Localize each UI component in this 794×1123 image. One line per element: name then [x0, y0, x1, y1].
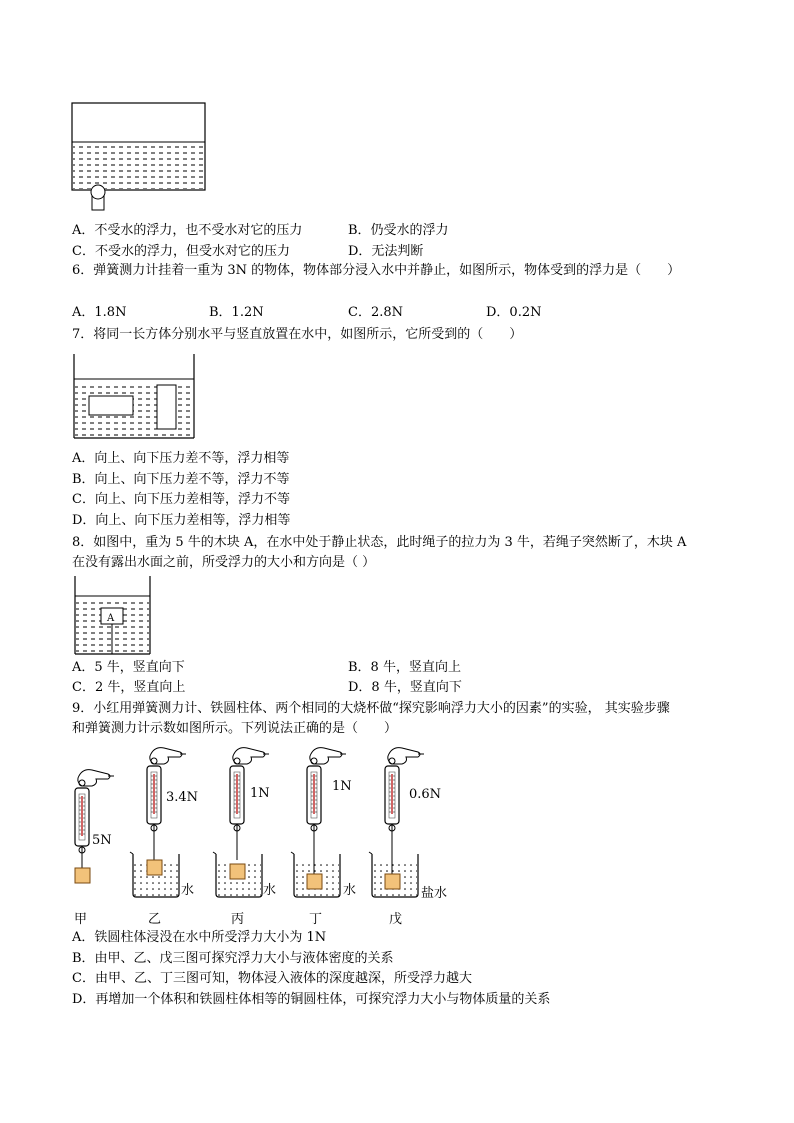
q8-stem-line2: 在没有露出水面之前，所受浮力的大小和方向是（ ） — [72, 555, 376, 570]
q5-option-c: C．不受水的浮力，但受水对它的压力 — [72, 244, 290, 259]
cylinder-ding — [307, 874, 322, 889]
q8-option-d: D．8 牛，竖直向下 — [348, 680, 462, 695]
cylinder-jia — [75, 868, 90, 883]
reading-yi: 3.4N — [166, 790, 199, 805]
q5-figure — [70, 102, 210, 214]
q9-stem-line2: 和弹簧测力计示数如图所示。下列说法正确的是（ ） — [72, 721, 398, 736]
label-jia: 甲 — [74, 912, 88, 927]
liquid-yi: 水 — [181, 883, 195, 898]
hand-icon — [233, 748, 269, 764]
q8-figure — [74, 576, 154, 656]
q6-option-d: D．0.2N — [486, 305, 542, 320]
label-wu: 戊 — [389, 912, 403, 927]
hand-icon — [150, 748, 186, 764]
q8-option-a: A．5 牛，竖直向下 — [72, 660, 185, 675]
q8-option-b: B．8 牛，竖直向上 — [348, 660, 461, 675]
reading-wu: 0.6N — [409, 787, 442, 802]
reading-ding: 1N — [332, 779, 352, 794]
q9-figure — [66, 742, 466, 927]
q6-option-a: A．1.8N — [72, 305, 127, 320]
block-a-label: A — [107, 613, 115, 624]
q5-option-b: B．仍受水的浮力 — [348, 223, 449, 238]
q8-stem-line1: 8．如图中，重为 5 牛的木块 A，在水中处于静止状态，此时绳子的拉力为 3 牛，若绳子突然断了，木块 A — [72, 535, 687, 550]
q8-option-c: C．2 牛，竖直向上 — [72, 680, 186, 695]
q9-option-a: A．铁圆柱体浸没在水中所受浮力大小为 1N — [72, 930, 327, 945]
q9-option-d: D．再增加一个体积和铁圆柱体相等的铜圆柱体，可探究浮力大小与物体质量的关系 — [72, 992, 551, 1007]
q9-option-b: B．由甲、乙、戊三图可探究浮力大小与液体密度的关系 — [72, 951, 394, 966]
reading-jia: 5N — [92, 833, 112, 848]
q7-option-c: C．向上、向下压力差相等，浮力不等 — [72, 492, 290, 507]
block-horizontal — [89, 396, 133, 415]
q7-stem: 7．将同一长方体分别水平与竖直放置在水中，如图所示，它所受到的（ ） — [72, 327, 523, 342]
q7-figure — [73, 354, 198, 442]
label-yi: 乙 — [148, 912, 162, 927]
q7-option-b: B．向上、向下压力差不等，浮力不等 — [72, 472, 290, 487]
liquid-ding: 水 — [343, 883, 357, 898]
cylinder-wu — [385, 874, 400, 889]
q5-option-d: D．无法判断 — [348, 244, 424, 259]
q6-option-b: B．1.2N — [209, 305, 264, 320]
hand-icon — [310, 748, 346, 764]
ball — [91, 185, 105, 199]
liquid-wu: 盐水 — [421, 886, 448, 901]
block-vertical — [157, 385, 176, 429]
q9-option-c: C．由甲、乙、丁三图可知，物体浸入液体的深度越深，所受浮力越大 — [72, 971, 472, 986]
cylinder-bing — [230, 864, 245, 879]
hand-icon — [78, 770, 114, 786]
q7-option-d: D．向上、向下压力差相等，浮力相等 — [72, 513, 291, 528]
q6-option-c: C．2.8N — [348, 305, 403, 320]
reading-bing: 1N — [250, 786, 270, 801]
cylinder-yi — [147, 860, 162, 875]
hand-icon — [388, 748, 424, 764]
q6-stem: 6．弹簧测力计挂着一重为 3N 的物体，物体部分浸入水中并静止，如图所示，物体受到的浮力是（ ） — [72, 263, 681, 278]
liquid-bing: 水 — [263, 883, 277, 898]
label-ding: 丁 — [309, 912, 323, 927]
label-bing: 丙 — [231, 912, 245, 927]
q5-option-a: A．不受水的浮力，也不受水对它的压力 — [72, 223, 303, 238]
q9-stem-line1: 9．小红用弹簧测力计、铁圆柱体、两个相同的大烧杯做“探究影响浮力大小的因素”的实验， 其实验步骤 — [72, 701, 670, 716]
q7-option-a: A．向上、向下压力差不等，浮力相等 — [72, 451, 290, 466]
